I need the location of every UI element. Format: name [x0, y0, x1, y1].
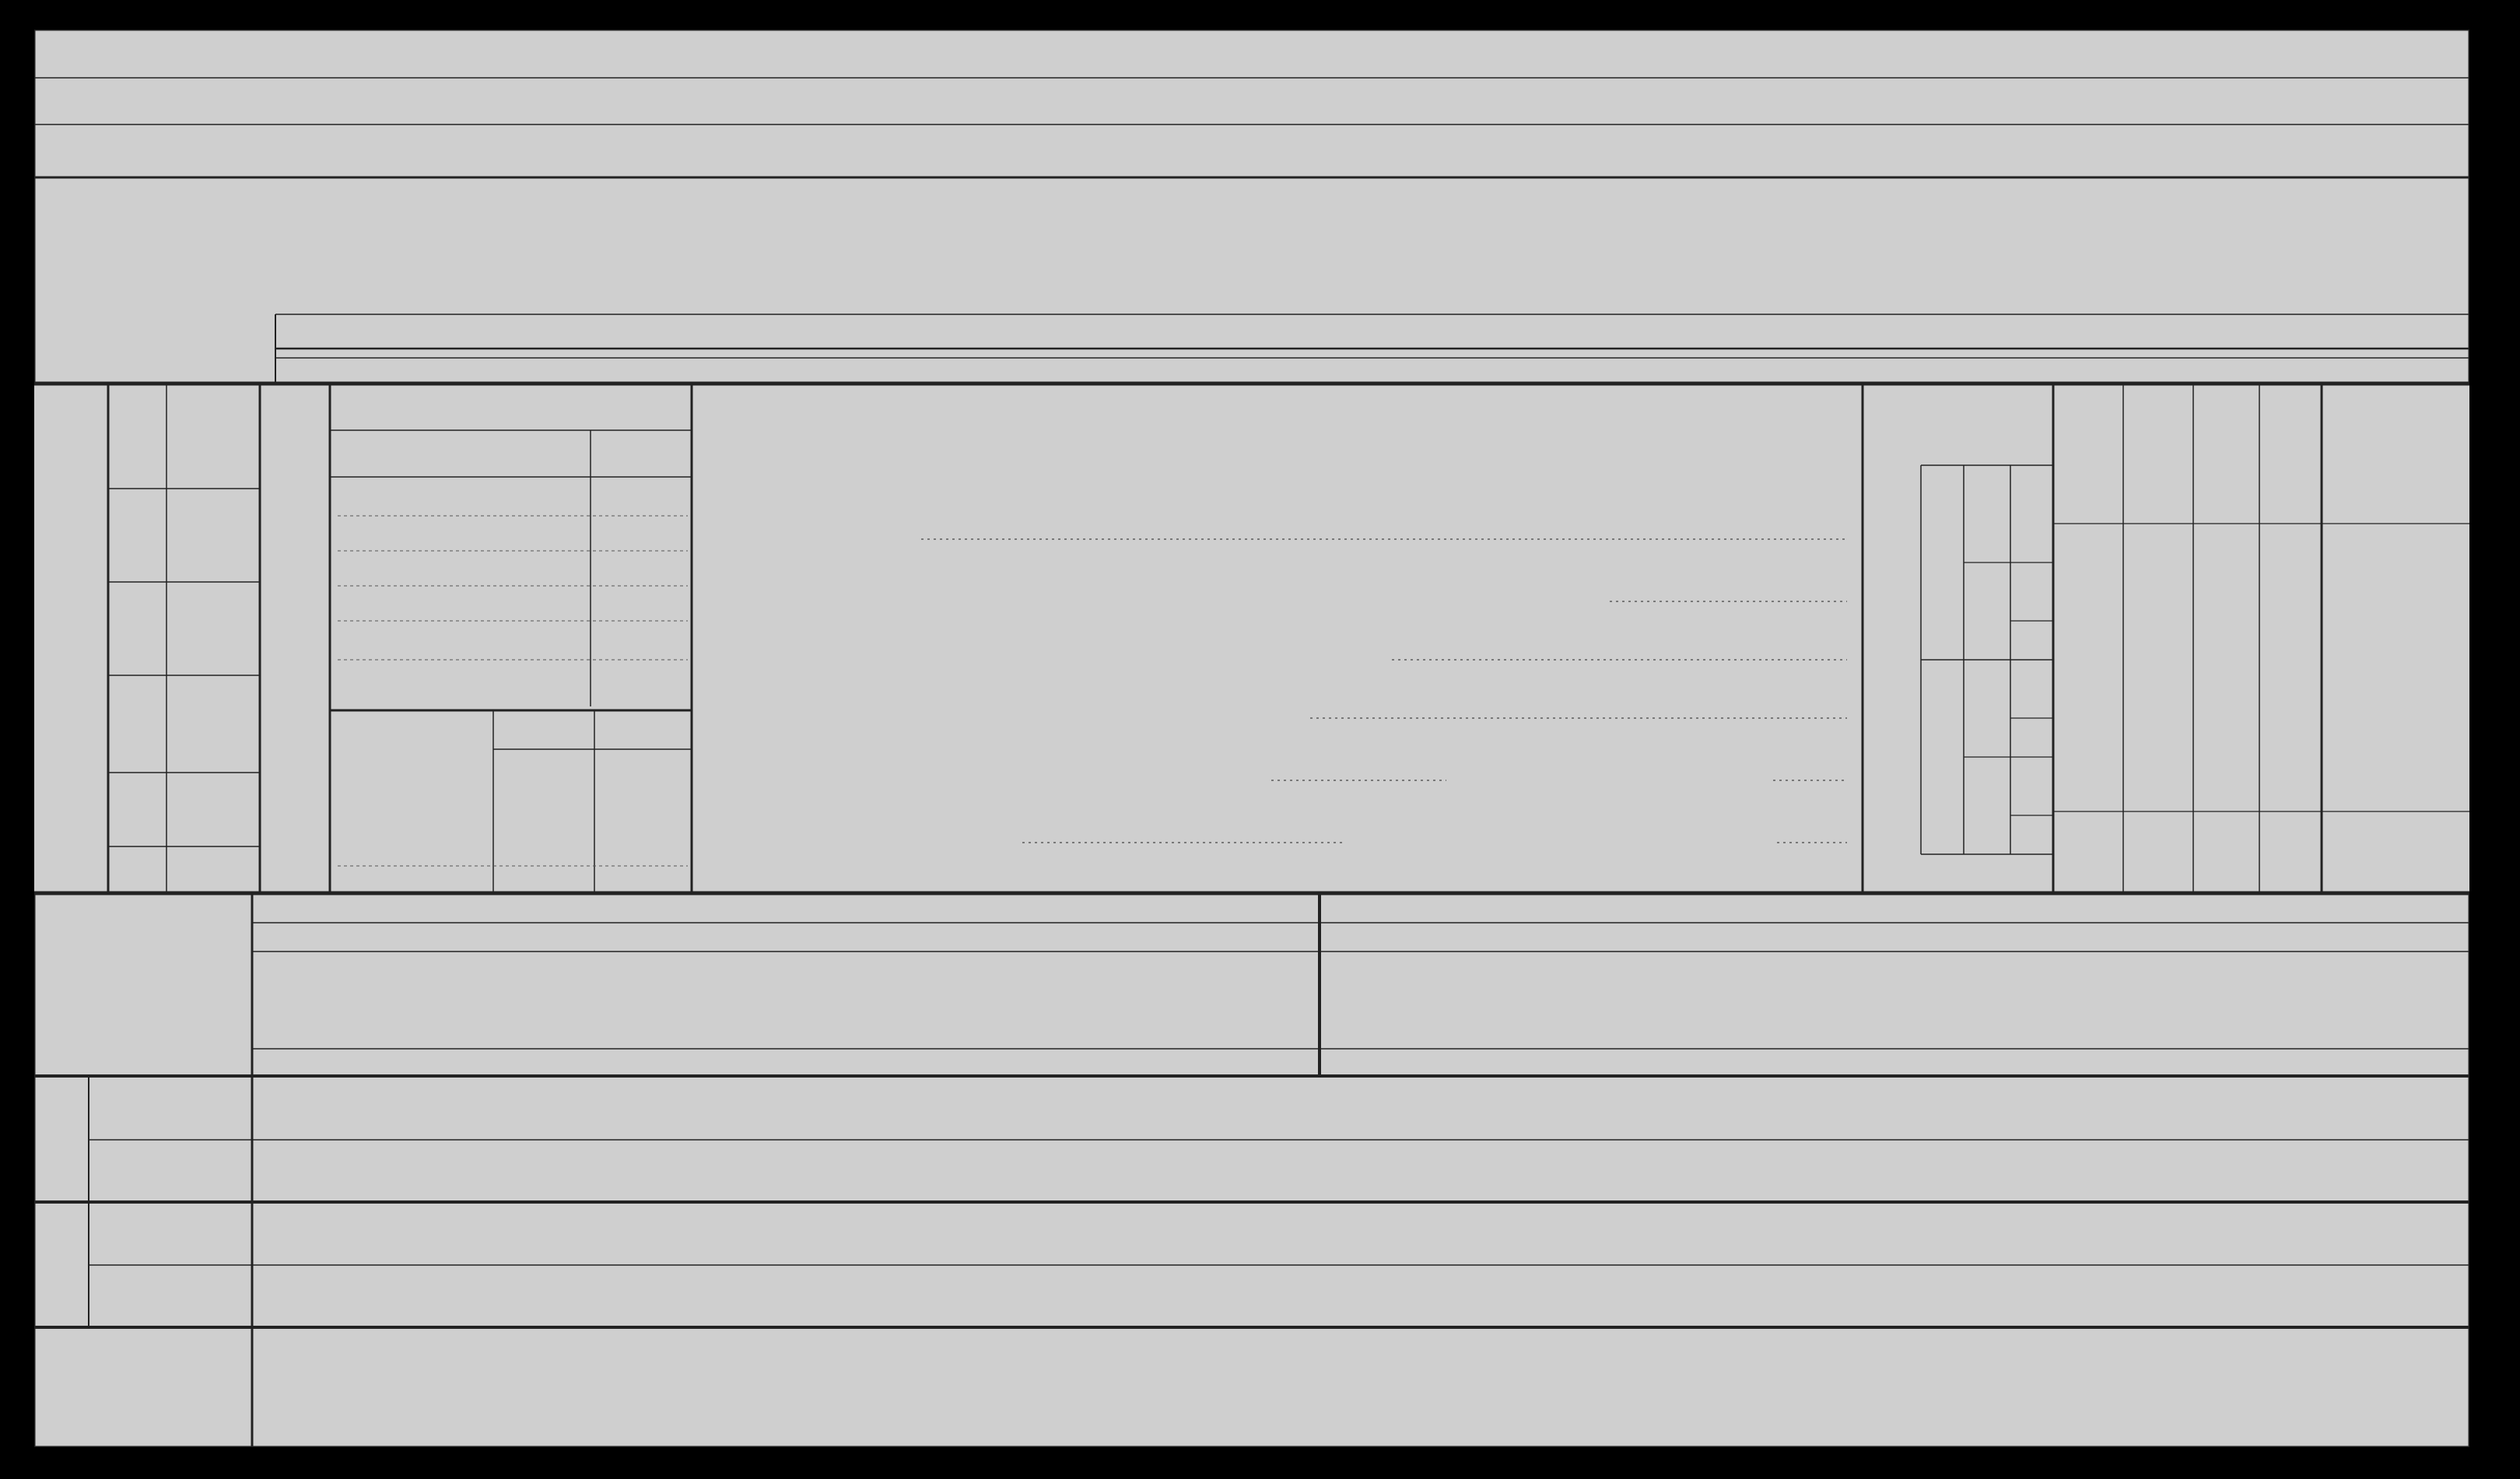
- middle-section: [34, 384, 2469, 893]
- census-form: [34, 30, 2469, 1447]
- sowing-table: [34, 30, 2469, 384]
- census-card-page: [34, 30, 2469, 1447]
- lease-table: [34, 893, 2469, 1447]
